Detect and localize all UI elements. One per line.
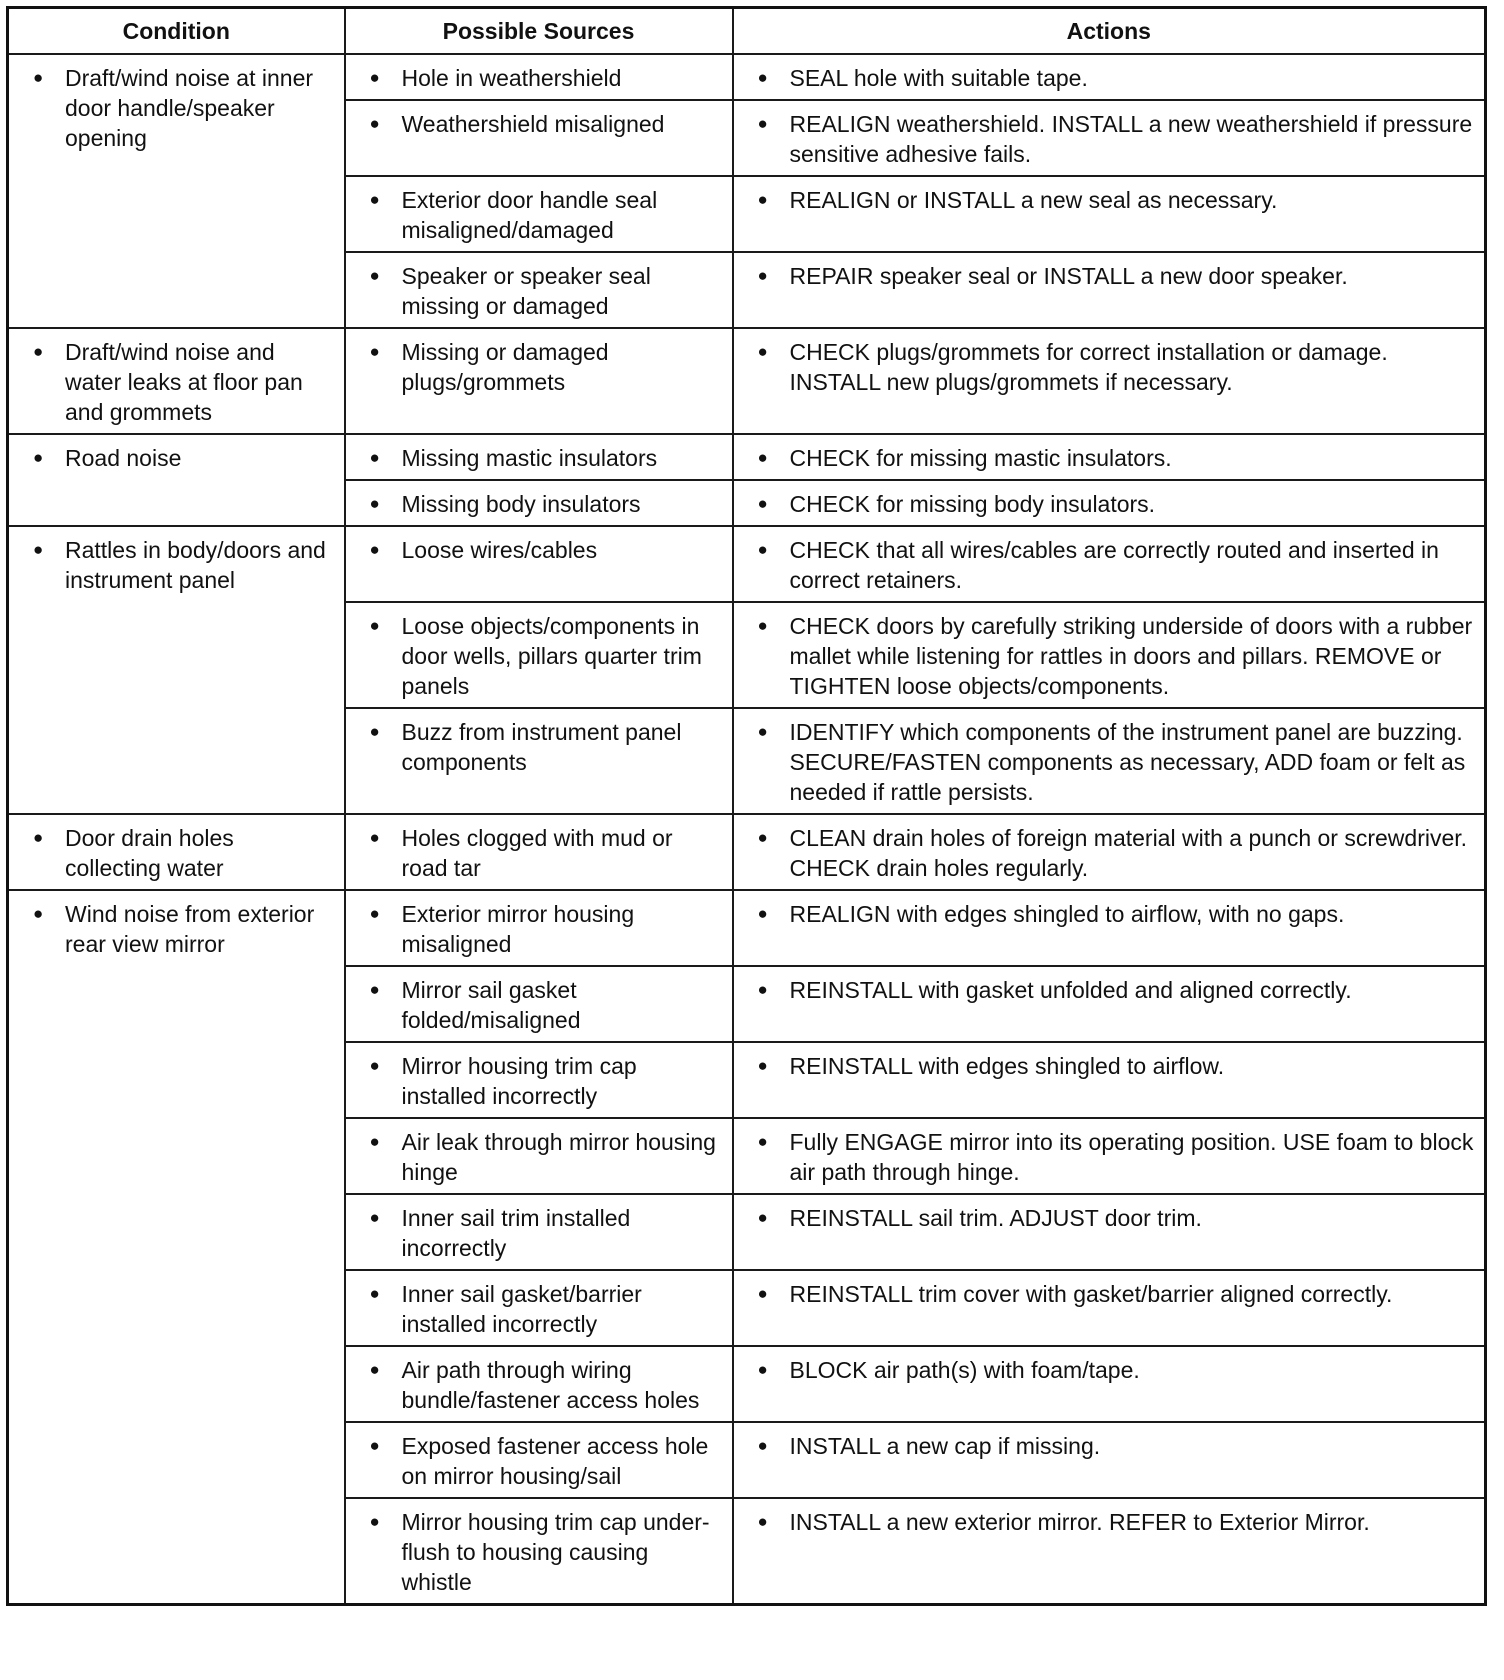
source-cell xyxy=(345,480,733,526)
action-cell xyxy=(733,1118,1486,1194)
bullet-icon: ● xyxy=(33,448,44,467)
bullet-item xyxy=(33,535,334,595)
condition-cell xyxy=(8,328,345,434)
action-cell-text: REALIGN with edges shingled to airflow, with no gaps. xyxy=(789,901,1345,927)
action-cell xyxy=(733,708,1486,814)
bullet-item xyxy=(370,185,722,245)
bullet-icon: ● xyxy=(369,1436,380,1455)
bullet-icon: ● xyxy=(757,342,768,361)
bullet-item xyxy=(370,823,722,883)
action-cell xyxy=(733,966,1486,1042)
action-cell-text: REALIGN or INSTALL a new seal as necessary. xyxy=(789,187,1278,213)
action-cell-text: REINSTALL with edges shingled to airflow. xyxy=(789,1053,1225,1079)
bullet-item xyxy=(370,1051,722,1111)
source-cell-text: Missing mastic insulators xyxy=(401,445,658,471)
bullet-item xyxy=(370,1127,722,1187)
action-cell xyxy=(733,54,1486,100)
action-cell xyxy=(733,176,1486,252)
bullet-item xyxy=(758,975,1475,1005)
source-cell-text: Air leak through mirror housing hinge xyxy=(401,1129,716,1185)
bullet-icon: ● xyxy=(33,68,44,87)
table-row xyxy=(8,328,1486,434)
source-cell-text: Missing body insulators xyxy=(401,491,641,517)
action-cell-text: INSTALL a new exterior mirror. REFER to Exterior Mirror. xyxy=(789,1509,1370,1535)
source-cell-text: Inner sail gasket/barrier installed incorrectly xyxy=(401,1281,642,1337)
action-cell xyxy=(733,1270,1486,1346)
source-cell xyxy=(345,100,733,176)
bullet-item xyxy=(758,1279,1475,1309)
bullet-icon: ● xyxy=(369,494,380,513)
bullet-item xyxy=(33,899,334,959)
bullet-icon: ● xyxy=(369,616,380,635)
bullet-icon: ● xyxy=(757,904,768,923)
table-body xyxy=(8,54,1486,1605)
source-cell-text: Inner sail trim installed incorrectly xyxy=(401,1205,631,1261)
condition-cell-text: Wind noise from exterior rear view mirror xyxy=(65,901,315,957)
bullet-icon: ● xyxy=(757,828,768,847)
bullet-icon: ● xyxy=(757,68,768,87)
table-row xyxy=(8,890,1486,966)
source-cell-text: Missing or damaged plugs/grommets xyxy=(401,339,609,395)
action-cell xyxy=(733,890,1486,966)
bullet-icon: ● xyxy=(369,828,380,847)
bullet-item xyxy=(758,1431,1475,1461)
bullet-item xyxy=(370,717,722,777)
bullet-item xyxy=(370,1279,722,1339)
bullet-icon: ● xyxy=(757,1360,768,1379)
action-cell-text: CHECK that all wires/cables are correctly routed and inserted in correct retainers. xyxy=(789,537,1439,593)
bullet-item xyxy=(758,109,1475,169)
bullet-item xyxy=(370,1203,722,1263)
action-cell xyxy=(733,100,1486,176)
action-cell-text: CHECK doors by carefully striking underside of doors with a rubber mallet while listening for rattles in doors and pillars. REMOVE or TIGHTEN loose objects/components. xyxy=(789,613,1473,699)
bullet-item xyxy=(758,489,1475,519)
action-cell-text: REINSTALL with gasket unfolded and aligned correctly. xyxy=(789,977,1352,1003)
bullet-icon: ● xyxy=(369,722,380,741)
bullet-icon: ● xyxy=(757,1208,768,1227)
bullet-icon: ● xyxy=(369,114,380,133)
bullet-item xyxy=(370,611,722,701)
bullet-item xyxy=(370,443,722,473)
action-cell xyxy=(733,480,1486,526)
bullet-item xyxy=(758,185,1475,215)
bullet-item xyxy=(370,489,722,519)
bullet-icon: ● xyxy=(33,342,44,361)
bullet-icon: ● xyxy=(757,1284,768,1303)
bullet-icon: ● xyxy=(369,1208,380,1227)
bullet-item xyxy=(758,1355,1475,1385)
bullet-icon: ● xyxy=(757,980,768,999)
source-cell xyxy=(345,1194,733,1270)
condition-cell xyxy=(8,54,345,328)
action-cell xyxy=(733,1422,1486,1498)
action-cell-text: INSTALL a new cap if missing. xyxy=(789,1433,1101,1459)
action-cell xyxy=(733,1042,1486,1118)
action-cell xyxy=(733,434,1486,480)
source-cell xyxy=(345,434,733,480)
bullet-icon: ● xyxy=(369,448,380,467)
source-cell xyxy=(345,1422,733,1498)
bullet-icon: ● xyxy=(369,1132,380,1151)
table-row xyxy=(8,54,1486,100)
action-cell xyxy=(733,1498,1486,1605)
bullet-icon: ● xyxy=(369,1056,380,1075)
action-cell-text: Fully ENGAGE mirror into its operating position. USE foam to block air path through hinge. xyxy=(789,1129,1474,1185)
source-cell-text: Mirror housing trim cap under-flush to housing causing whistle xyxy=(401,1509,710,1595)
bullet-icon: ● xyxy=(369,342,380,361)
bullet-item xyxy=(370,109,722,139)
bullet-item xyxy=(33,823,334,883)
bullet-item xyxy=(33,443,334,473)
bullet-item xyxy=(33,337,334,427)
bullet-icon: ● xyxy=(757,1056,768,1075)
bullet-item xyxy=(758,611,1475,701)
condition-cell xyxy=(8,814,345,890)
bullet-item xyxy=(370,337,722,397)
source-cell xyxy=(345,54,733,100)
header-row xyxy=(8,8,1486,55)
condition-cell-text: Draft/wind noise and water leaks at floor pan and grommets xyxy=(65,339,303,425)
bullet-item xyxy=(370,1355,722,1415)
bullet-item xyxy=(370,261,722,321)
condition-cell xyxy=(8,890,345,1605)
source-cell-text: Loose objects/components in door wells, pillars quarter trim panels xyxy=(401,613,702,699)
bullet-icon: ● xyxy=(757,114,768,133)
header-possible-sources: Possible Sources xyxy=(345,8,733,55)
source-cell xyxy=(345,1118,733,1194)
action-cell-text: IDENTIFY which components of the instrument panel are buzzing. SECURE/FASTEN components as necessary, ADD foam or felt as needed if rattle persists. xyxy=(789,719,1466,805)
bullet-icon: ● xyxy=(33,540,44,559)
source-cell-text: Mirror sail gasket folded/misaligned xyxy=(401,977,581,1033)
condition-cell-text: Draft/wind noise at inner door handle/speaker opening xyxy=(65,65,314,151)
source-cell-text: Speaker or speaker seal missing or damaged xyxy=(401,263,651,319)
bullet-icon: ● xyxy=(369,980,380,999)
source-cell-text: Loose wires/cables xyxy=(401,537,598,563)
bullet-icon: ● xyxy=(757,540,768,559)
action-cell-text: REPAIR speaker seal or INSTALL a new door speaker. xyxy=(789,263,1348,289)
source-cell xyxy=(345,1042,733,1118)
action-cell-text: CHECK for missing body insulators. xyxy=(789,491,1156,517)
action-cell-text: BLOCK air path(s) with foam/tape. xyxy=(789,1357,1140,1383)
bullet-icon: ● xyxy=(369,1284,380,1303)
bullet-item xyxy=(758,63,1475,93)
table-row xyxy=(8,814,1486,890)
source-cell-text: Hole in weathershield xyxy=(401,65,622,91)
action-cell xyxy=(733,328,1486,434)
bullet-item xyxy=(758,899,1475,929)
header-condition: Condition xyxy=(8,8,345,55)
bullet-icon: ● xyxy=(33,904,44,923)
action-cell xyxy=(733,814,1486,890)
bullet-item xyxy=(758,823,1475,883)
condition-cell-text: Road noise xyxy=(65,445,182,471)
source-cell xyxy=(345,708,733,814)
diagnosis-table xyxy=(6,6,1487,1606)
source-cell xyxy=(345,176,733,252)
bullet-icon: ● xyxy=(757,1132,768,1151)
condition-cell xyxy=(8,526,345,814)
bullet-icon: ● xyxy=(757,448,768,467)
bullet-item xyxy=(758,535,1475,595)
bullet-item xyxy=(758,1203,1475,1233)
condition-cell-text: Door drain holes collecting water xyxy=(65,825,234,881)
source-cell xyxy=(345,966,733,1042)
bullet-item xyxy=(758,1127,1475,1187)
bullet-item xyxy=(370,63,722,93)
bullet-item xyxy=(758,261,1475,291)
bullet-item xyxy=(370,899,722,959)
bullet-icon: ● xyxy=(369,904,380,923)
bullet-item xyxy=(370,535,722,565)
table-row xyxy=(8,526,1486,602)
source-cell xyxy=(345,602,733,708)
source-cell xyxy=(345,1498,733,1605)
source-cell xyxy=(345,814,733,890)
source-cell xyxy=(345,1346,733,1422)
source-cell-text: Exposed fastener access hole on mirror housing/sail xyxy=(401,1433,709,1489)
action-cell-text: REALIGN weathershield. INSTALL a new weathershield if pressure sensitive adhesive fails. xyxy=(789,111,1473,167)
action-cell xyxy=(733,526,1486,602)
bullet-item xyxy=(33,63,334,153)
bullet-icon: ● xyxy=(757,494,768,513)
bullet-item xyxy=(370,975,722,1035)
action-cell xyxy=(733,1346,1486,1422)
diagnosis-table-sheet xyxy=(6,6,1484,1606)
action-cell-text: CLEAN drain holes of foreign material with a punch or screwdriver. CHECK drain holes regularly. xyxy=(789,825,1468,881)
bullet-item xyxy=(758,337,1475,397)
source-cell xyxy=(345,328,733,434)
bullet-icon: ● xyxy=(369,190,380,209)
action-cell xyxy=(733,602,1486,708)
source-cell xyxy=(345,890,733,966)
source-cell xyxy=(345,526,733,602)
source-cell-text: Exterior mirror housing misaligned xyxy=(401,901,635,957)
source-cell-text: Exterior door handle seal misaligned/damaged xyxy=(401,187,658,243)
bullet-item xyxy=(758,717,1475,807)
bullet-icon: ● xyxy=(757,266,768,285)
bullet-icon: ● xyxy=(369,1512,380,1531)
bullet-icon: ● xyxy=(757,616,768,635)
bullet-item xyxy=(758,1507,1475,1537)
bullet-icon: ● xyxy=(369,540,380,559)
source-cell-text: Holes clogged with mud or road tar xyxy=(401,825,673,881)
table-row xyxy=(8,434,1486,480)
source-cell-text: Air path through wiring bundle/fastener access holes xyxy=(401,1357,700,1413)
bullet-icon: ● xyxy=(369,266,380,285)
bullet-icon: ● xyxy=(757,1436,768,1455)
bullet-icon: ● xyxy=(757,722,768,741)
action-cell-text: CHECK for missing mastic insulators. xyxy=(789,445,1172,471)
bullet-icon: ● xyxy=(369,68,380,87)
action-cell-text: REINSTALL trim cover with gasket/barrier aligned correctly. xyxy=(789,1281,1393,1307)
bullet-item xyxy=(758,443,1475,473)
condition-cell-text: Rattles in body/doors and instrument panel xyxy=(65,537,326,593)
bullet-item xyxy=(370,1507,722,1597)
action-cell-text: REINSTALL sail trim. ADJUST door trim. xyxy=(789,1205,1202,1231)
source-cell-text: Mirror housing trim cap installed incorrectly xyxy=(401,1053,637,1109)
source-cell-text: Weathershield misaligned xyxy=(401,111,665,137)
source-cell xyxy=(345,252,733,328)
action-cell-text: CHECK plugs/grommets for correct installation or damage. INSTALL new plugs/grommets if necessary. xyxy=(789,339,1388,395)
condition-cell xyxy=(8,434,345,526)
bullet-icon: ● xyxy=(757,1512,768,1531)
bullet-icon: ● xyxy=(757,190,768,209)
source-cell xyxy=(345,1270,733,1346)
bullet-icon: ● xyxy=(33,828,44,847)
header-actions: Actions xyxy=(733,8,1486,55)
action-cell-text: SEAL hole with suitable tape. xyxy=(789,65,1088,91)
action-cell xyxy=(733,252,1486,328)
bullet-icon: ● xyxy=(369,1360,380,1379)
bullet-item xyxy=(370,1431,722,1491)
source-cell-text: Buzz from instrument panel components xyxy=(401,719,682,775)
action-cell xyxy=(733,1194,1486,1270)
bullet-item xyxy=(758,1051,1475,1081)
